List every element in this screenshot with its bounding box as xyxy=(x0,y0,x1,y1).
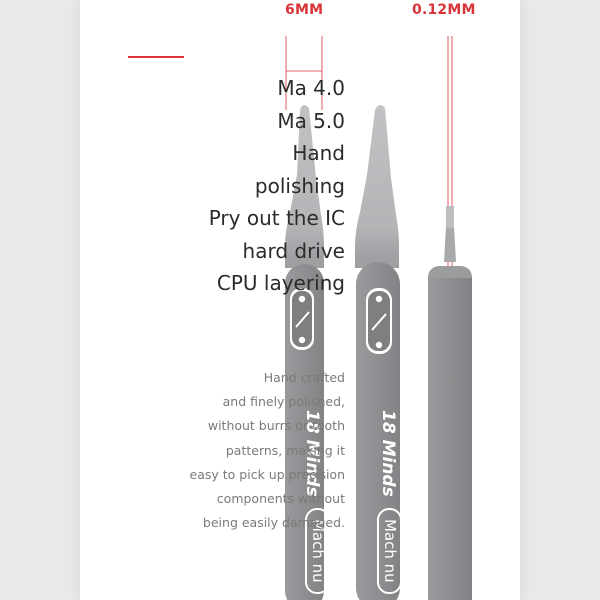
description-line: and finely polished, xyxy=(222,394,345,410)
description-line: Hand crafted xyxy=(263,370,345,385)
feature-item: Hand xyxy=(292,141,345,165)
center-tool-model: Mach nu xyxy=(377,508,402,594)
center-tool-brand: 18 Minds xyxy=(378,410,398,497)
feature-item: CPU layering xyxy=(216,271,345,295)
right-tool xyxy=(428,206,472,600)
description-line: being easily damaged. xyxy=(202,515,345,531)
description-line: without burrs or tooth xyxy=(207,418,345,434)
left-tool-brand: 18 Minds xyxy=(302,410,322,497)
description-line: patterns, making it xyxy=(225,442,345,458)
feature-item: hard drive xyxy=(242,238,345,263)
feature-list xyxy=(209,72,345,300)
feature-item: Ma 4.0 xyxy=(277,76,345,100)
feature-item: polishing xyxy=(254,173,345,198)
feature-item: Ma 5.0 xyxy=(277,108,345,133)
product-description xyxy=(190,366,345,535)
left-tool-model: Mach nu xyxy=(305,508,330,594)
dimension-label-6mm: 6MM xyxy=(285,2,324,18)
description-line: easy to pick up precision xyxy=(189,466,345,482)
description-line: components without xyxy=(216,491,345,507)
feature-item: Pry out the IC xyxy=(208,206,345,230)
dimension-label-thickness: 0.12MM xyxy=(412,2,476,18)
